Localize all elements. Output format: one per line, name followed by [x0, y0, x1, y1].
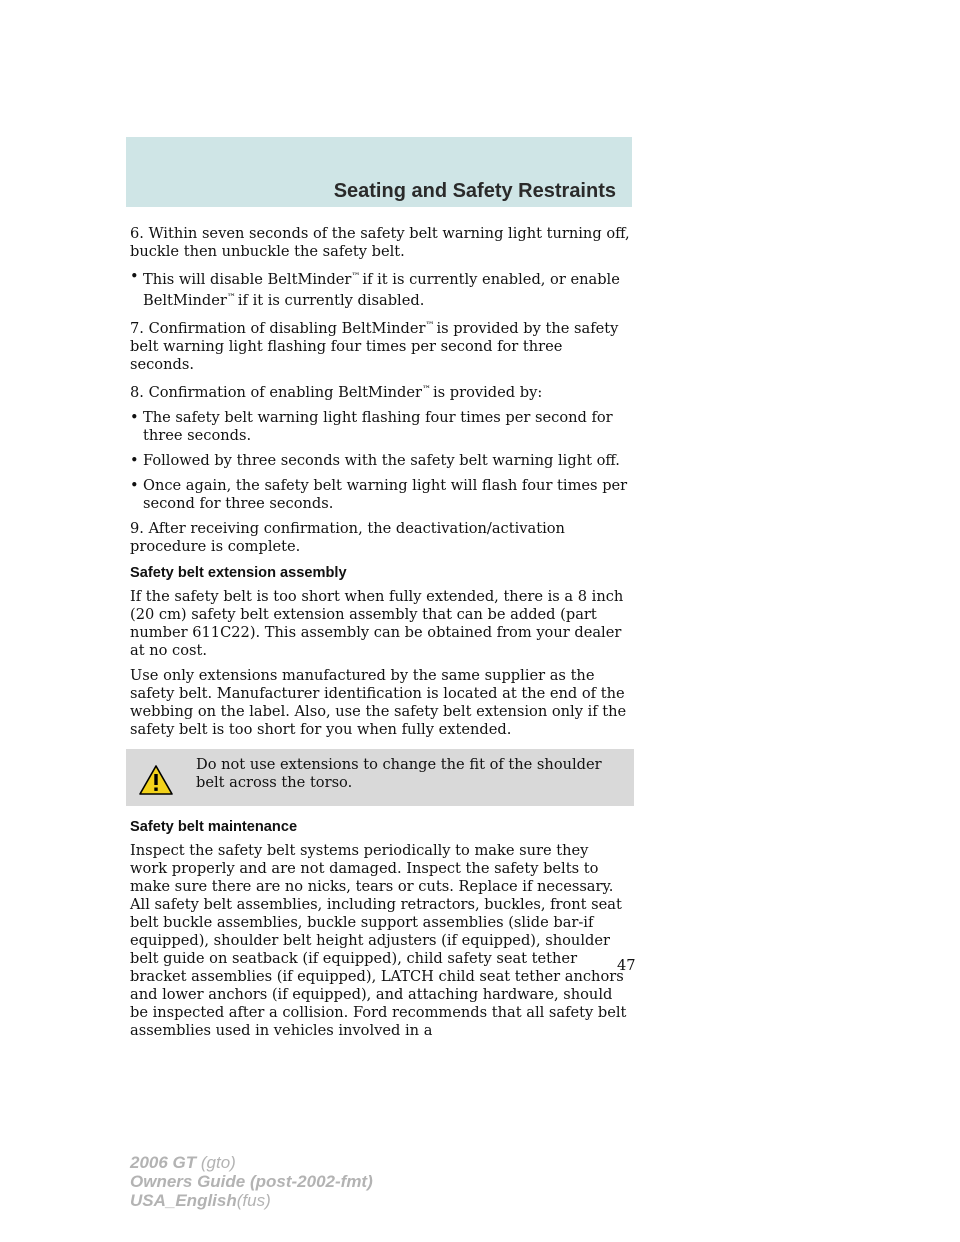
step-8-bullet-text: Followed by three seconds with the safety belt warning light off.	[143, 452, 620, 469]
step-8-text-a: 8. Confirmation of enabling BeltMinder	[130, 384, 422, 401]
trademark-mark: ™	[226, 293, 236, 303]
maintenance-paragraph: Inspect the safety belt systems periodically to make sure they work properly and are not damaged. Inspect the safety belts to make sure there are no nicks, tears or cuts. Replace if necessary. All safety belt assemblies, including retractors, buckles, front seat belt buckle assemblies, buckle support assemblies (slide bar-if equipped), shoulder belt height adjusters (if equipped), shoulder belt guide on seatback (if equipped), child safety seat tether bracket assemblies (if equipped), LATCH child seat tether anchors and lower anchors (if equipped), and attaching hardware, should be inspected after a collision. Ford recommends that all safety belt assemblies used in vehicles involved in a	[130, 842, 627, 1039]
step-8-bullet-text: The safety belt warning light flashing four times per second for three seconds.	[143, 409, 613, 444]
bullet-mark: •	[130, 268, 139, 285]
document-footer	[130, 1153, 373, 1210]
section-title: Seating and Safety Restraints	[333, 180, 616, 202]
step-8-bullet-3	[130, 477, 630, 513]
section-header-band	[126, 137, 632, 207]
step-8-bullet-2	[130, 452, 630, 470]
step-6-bullet-text-b: if it is currently enabled, or enable BeltMinder	[143, 271, 620, 309]
step-8-text-b: is provided by:	[433, 384, 543, 401]
footer-language-code: (fus)	[236, 1191, 271, 1210]
footer-guide: Owners Guide (post-2002-fmt)	[130, 1172, 373, 1191]
footer-model-code: (gto)	[200, 1153, 236, 1172]
bullet-mark: •	[130, 477, 139, 494]
step-9: 9. After receiving confirmation, the deactivation/activation procedure is complete.	[130, 520, 565, 555]
footer-line-2	[130, 1172, 373, 1191]
footer-language: USA_English	[130, 1191, 237, 1210]
trademark-mark: ™	[422, 385, 431, 395]
warning-box	[126, 749, 634, 806]
extension-paragraph-2: Use only extensions manufactured by the same supplier as the safety belt. Manufacturer identification is located at the end of the webbing on the label. Also, use the safety belt extension only if the safety belt is too short for you when fully extended.	[130, 667, 627, 738]
page-number: 47	[617, 957, 636, 974]
step-7-text-b: is provided by the safety belt warning light flashing four times per second for three seconds.	[130, 320, 619, 373]
step-6: 6. Within seven seconds of the safety belt warning light turning off, buckle then unbuckle the safety belt.	[130, 225, 630, 260]
trademark-mark: ™	[425, 321, 435, 331]
trademark-mark: ™	[351, 272, 361, 282]
step-6-bullet-text-a: This will disable BeltMinder	[143, 271, 352, 288]
footer-model: 2006 GT	[130, 1153, 197, 1172]
step-7-text-a: 7. Confirmation of disabling BeltMinder	[130, 320, 426, 337]
step-8	[130, 381, 630, 402]
step-6-bullet	[130, 268, 630, 310]
maintenance-heading: Safety belt maintenance	[130, 819, 298, 835]
page-content	[130, 225, 630, 1047]
extension-paragraph-1: If the safety belt is too short when fully extended, there is a 8 inch (20 cm) safety belt extension assembly that can be added (part number 611C22). This assembly can be obtained from your dealer at no cost.	[130, 588, 624, 659]
bullet-mark: •	[130, 452, 139, 469]
warning-triangle-icon	[138, 764, 174, 796]
warning-text: Do not use extensions to change the fit of the shoulder belt across the torso.	[196, 756, 602, 791]
footer-line-3	[130, 1191, 373, 1210]
step-8-bullet-text: Once again, the safety belt warning light will flash four times per second for three seconds.	[143, 477, 628, 512]
footer-line-1	[130, 1153, 373, 1172]
step-8-bullet-1	[130, 409, 630, 445]
extension-heading: Safety belt extension assembly	[130, 565, 347, 581]
step-7	[130, 317, 630, 374]
bullet-mark: •	[130, 409, 139, 426]
step-6-bullet-text-c: if it is currently disabled.	[237, 292, 425, 309]
